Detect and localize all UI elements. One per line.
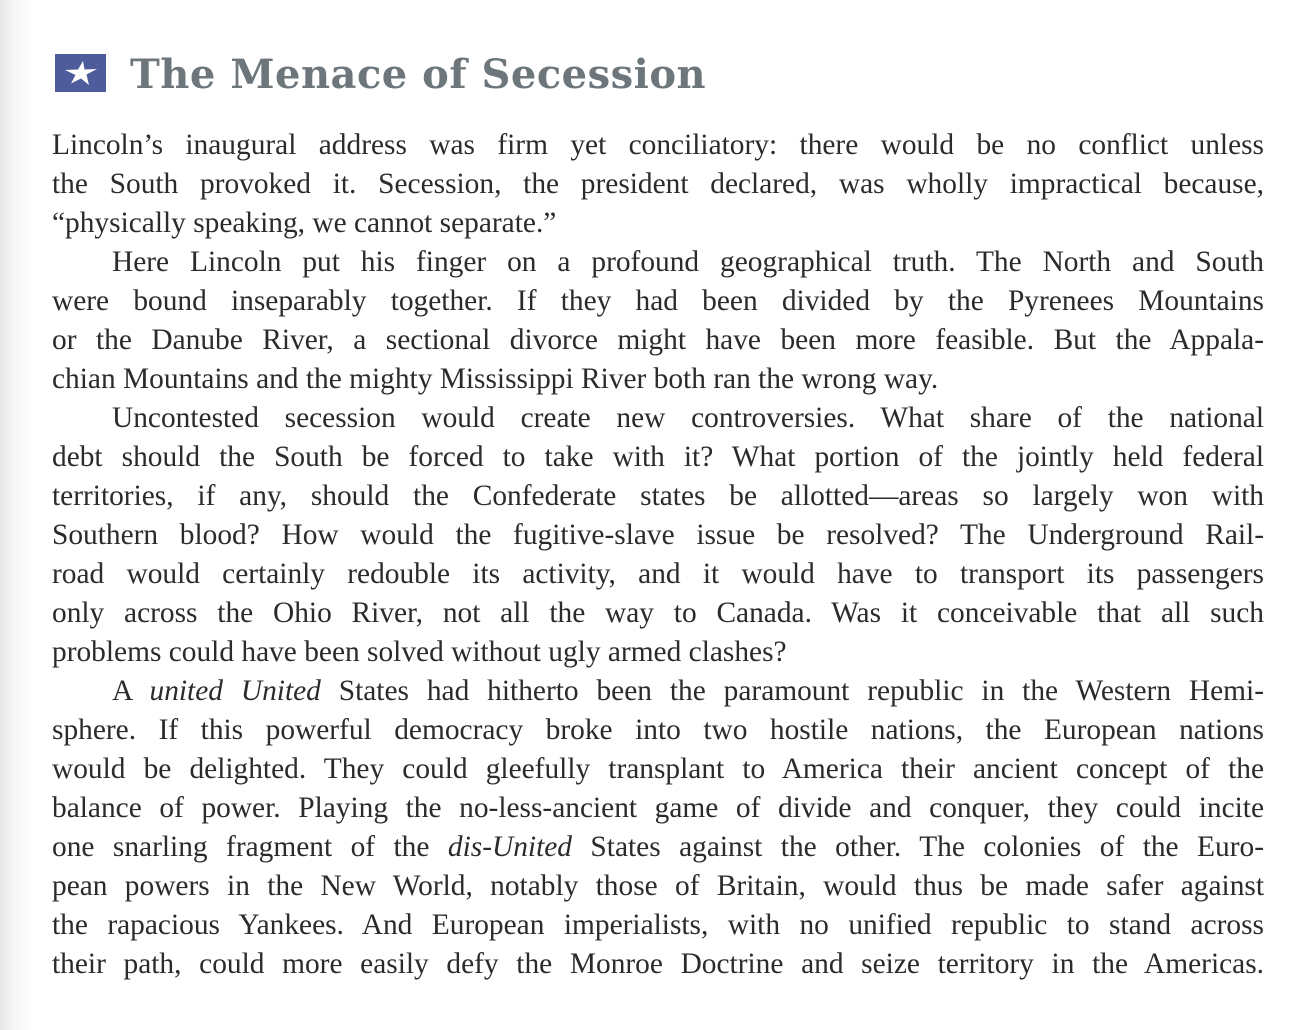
text-line: chian Mountains and the mighty Mississippi River both ran the wrong way.: [52, 363, 939, 395]
text-line: the rapacious Yankees. And European imperialists, with no unified republic to stand across: [52, 909, 1264, 941]
text-line: debt should the South be forced to take with it? What portion of the jointly held federal: [52, 441, 1264, 473]
text-line: their path, could more easily defy the Monroe Doctrine and seize territory in the Americas.: [52, 948, 1264, 980]
star-icon: [55, 54, 106, 92]
text-line: would be delighted. They could gleefully transplant to America their ancient concept of the: [52, 753, 1264, 785]
section-title: The Menace of Secession: [130, 51, 707, 98]
paragraph: [52, 126, 1264, 243]
star-icon-glyph: [64, 60, 98, 86]
section-heading: [55, 44, 706, 104]
text-run: one snarling fragment of the: [52, 831, 448, 863]
text-line: balance of power. Playing the no-less-ancient game of divide and conquer, they could incite: [52, 792, 1264, 824]
text-line: [52, 672, 1264, 711]
text-line: sphere. If this powerful democracy broke into two hostile nations, the European nations: [52, 714, 1264, 746]
text-line: pean powers in the New World, notably those of Britain, would thus be made safer against: [52, 870, 1264, 902]
body-text: [52, 126, 1264, 984]
text-line: were bound inseparably together. If they had been divided by the Pyrenees Mountains: [52, 285, 1264, 317]
text-run: A: [112, 675, 150, 707]
text-line: or the Danube River, a sectional divorce might have been more feasible. But the Appala-: [52, 324, 1264, 356]
paragraph: [52, 243, 1264, 399]
italic-emphasis: united United: [149, 675, 321, 707]
text-line: problems could have been solved without ugly armed clashes?: [52, 636, 787, 668]
text-line: [52, 828, 1264, 867]
text-line: the South provoked it. Secession, the president declared, was wholly impractical because,: [52, 168, 1264, 200]
paragraph: [52, 672, 1264, 984]
text-line: Southern blood? How would the fugitive-slave issue be resolved? The Underground Rail-: [52, 519, 1264, 551]
text-line: “physically speaking, we cannot separate.”: [52, 207, 557, 239]
text-run: States against the other. The colonies of the Euro-: [571, 831, 1264, 863]
text-line: Lincoln’s inaugural address was firm yet conciliatory: there would be no conflict unless: [52, 129, 1264, 161]
text-line: road would certainly redouble its activity, and it would have to transport its passengers: [52, 558, 1264, 590]
text-line: Here Lincoln put his finger on a profound geographical truth. The North and South: [112, 246, 1264, 278]
text-line: Uncontested secession would create new controversies. What share of the national: [112, 402, 1264, 434]
italic-emphasis: dis-United: [447, 831, 572, 863]
text-line: territories, if any, should the Confederate states be allotted—areas so largely won with: [52, 480, 1264, 512]
paragraph: [52, 399, 1264, 672]
text-line: only across the Ohio River, not all the way to Canada. Was it conceivable that all such: [52, 597, 1264, 629]
text-run: States had hitherto been the paramount republic in the Western Hemi-: [320, 675, 1264, 707]
